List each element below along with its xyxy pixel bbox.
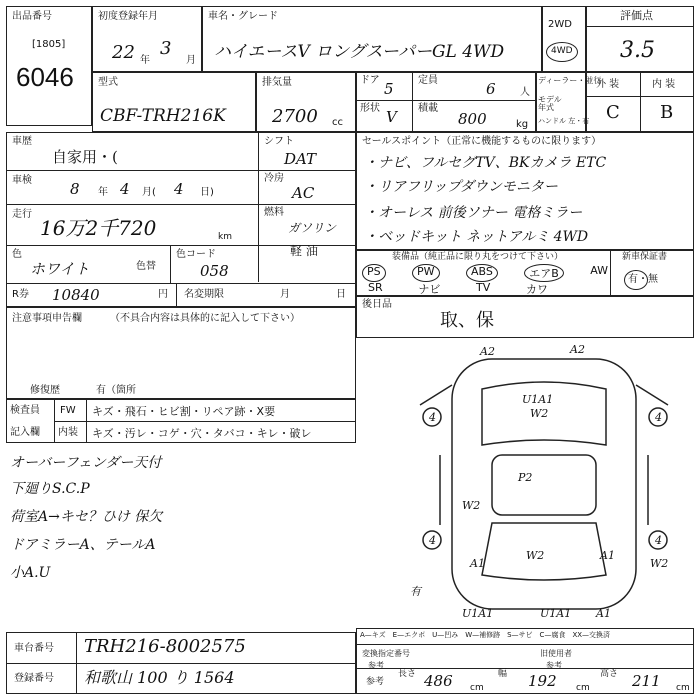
fuel-label: 燃料 (264, 207, 284, 218)
capacity-unit: 人 (520, 87, 530, 98)
name-change-day: 日 (336, 289, 346, 300)
note-line-3: 荷室A→キセ？ひけ 保欠 (10, 509, 163, 525)
width-value: 192 (528, 672, 557, 690)
interior-label: 内 装 (652, 79, 676, 90)
car-diagram (400, 345, 690, 625)
width-cm: cm (576, 683, 590, 693)
equip-aw: AW (590, 264, 608, 277)
name-change-month: 月 (280, 289, 290, 300)
height-label: 高さ (600, 669, 619, 679)
mark-p2: P2 (518, 471, 533, 484)
model-year-label: モデル 年式 (538, 95, 562, 112)
note-line-1: オーバーフェンダー天付 (10, 455, 162, 471)
left-mirror (420, 385, 452, 405)
name-change-label: 名変期限 (184, 289, 224, 300)
height-value: 211 (632, 672, 661, 690)
length-label: 長さ (398, 669, 417, 679)
type-value: CBF-TRH216K (100, 106, 226, 126)
hd2 (6, 204, 356, 205)
mileage-unit: km (218, 232, 232, 242)
history-vdivider (258, 132, 259, 282)
mark-u1a1: U1A1 (522, 393, 554, 406)
equip-abs: ABS (466, 264, 498, 282)
doors-vdivider (412, 72, 413, 132)
inspection-unit-year: 年 (98, 187, 108, 198)
inspection-label: 車検 (12, 175, 32, 186)
mark-w2-rear2: A1 (470, 557, 485, 570)
color-code-value: 058 (200, 262, 229, 280)
mark-yu: 有 (410, 585, 421, 598)
footer-hdiv (6, 663, 356, 664)
mark-u1a1-rear1: U1A1 (462, 607, 494, 620)
inspection-year: 8 (70, 180, 80, 198)
type-label: 型式 (98, 77, 118, 88)
score-label: 評価点 (620, 9, 653, 22)
after-value: 取、保 (440, 310, 494, 331)
cooling-label: 冷房 (264, 173, 284, 184)
equip-leather: カワ (526, 283, 548, 296)
mark-a1-rr: W2 (650, 557, 669, 570)
color-value: ホワイト (30, 260, 90, 278)
drive-label: 2WD (548, 19, 572, 30)
inspector-label: 検査員 (10, 405, 40, 416)
mark-a2-front-right: A2 (570, 345, 585, 356)
color-vdivider (170, 245, 171, 283)
mark-4-fl: 4 (429, 411, 436, 424)
lot-label: 出品番号 (12, 11, 52, 22)
inspection-unit-month: 月( (142, 187, 156, 198)
displacement-unit: cc (332, 117, 343, 128)
legend-2b: 参考 (368, 661, 384, 670)
month-unit: 月 (186, 55, 196, 66)
hd4 (6, 283, 356, 284)
color-change-label: 色替 (136, 261, 156, 272)
lot-sub: [1805] (32, 39, 66, 50)
model-label: 車名・グレード (208, 11, 278, 22)
mark-w2-left: W2 (462, 499, 481, 512)
displacement-value: 2700 (272, 106, 318, 127)
width-label: 幅 (498, 669, 508, 679)
cooling-value: AC (292, 184, 315, 202)
equip-airbag: エアB (524, 264, 564, 282)
after-label: 後日品 (362, 299, 392, 310)
interior-notes-label: 内装 (58, 427, 78, 438)
exterior-value: C (606, 102, 620, 123)
fuel-alt: 軽 油 (290, 244, 318, 258)
legend-1: A—キズ E—エクボ U—凹み W—補修跡 S—サビ C—腐食 XX—交換済 (360, 631, 611, 639)
note-line-4: ドアミラーA、テールA (10, 537, 156, 553)
mark-4-rr: 4 (655, 534, 662, 547)
inspection-unit-day: 日) (200, 187, 214, 198)
mark-a1-rear: A1 (596, 607, 611, 620)
equip-row1 (362, 264, 608, 282)
mark-w2-rear: W2 (526, 549, 545, 562)
notes-hint: （不具合内容は具体的に記入して下さい） (110, 313, 300, 324)
after-box (356, 296, 694, 338)
inspection-month: 4 (120, 180, 130, 198)
equip-ps: PS (362, 264, 386, 282)
model-value: ハイエースV ロングスーパーGL 4WD (214, 42, 505, 62)
repair-label: 修復歴 (30, 385, 60, 396)
legend-2a: 変換指定番号 (362, 649, 410, 658)
chassis-value: TRH216-8002575 (84, 636, 246, 657)
mark-a1-right: A1 (600, 549, 615, 562)
insp-hdiv (54, 421, 356, 422)
warranty-label: 新車保証書 (622, 252, 668, 262)
roof (492, 455, 596, 515)
selling-point-1: ・ナビ、フルセグTV、BKカメラ ETC (364, 155, 607, 171)
dims-prefix: 参考 (366, 677, 385, 687)
legend-2c: 旧使用者 (540, 649, 572, 658)
doors-value: 5 (384, 80, 394, 98)
doors-label: ドア (360, 75, 380, 86)
load-value: 800 (458, 110, 487, 128)
ext-int-divider (640, 72, 641, 132)
drive-value: 4WD (551, 46, 573, 56)
equip-tv: TV (476, 281, 491, 294)
doors-divider (356, 100, 536, 101)
footer-vdiv (76, 632, 77, 694)
color-label: 色 (12, 249, 22, 260)
equip-vdivider (610, 250, 611, 296)
rc-vdivider (176, 283, 177, 307)
capacity-label: 定員 (418, 75, 438, 86)
shift-value: DAT (284, 150, 317, 168)
selling-point-4: ・ベッドキット ネットアルミ 4WD (364, 229, 589, 245)
repair-value: 有（箇所 (96, 385, 136, 396)
hd1 (6, 170, 356, 171)
reg-month-value: 3 (160, 38, 172, 59)
warranty-value: 有・無 (628, 274, 658, 285)
recycle-label: R券 (12, 289, 29, 300)
capacity-value: 6 (486, 80, 496, 98)
doors-box (356, 72, 536, 132)
score-value: 3.5 (620, 38, 655, 63)
fuel-value: ガソリン (288, 221, 337, 235)
equip-row2 (368, 281, 548, 297)
reg-label: 登録番号 (14, 673, 54, 684)
chassis-label: 車台番号 (14, 643, 54, 654)
equipment-title: 装備品（純正品に限り丸をつけて下さい） (392, 252, 564, 262)
load-label: 積載 (418, 103, 438, 114)
interior-items: キズ・汚レ・コゲ・穴・タバコ・キレ・破レ (92, 427, 312, 440)
equip-sr: SR (368, 281, 383, 294)
length-value: 486 (424, 672, 453, 690)
note-line-2: 下廻りS.C.P (10, 481, 90, 497)
recycle-unit: 円 (158, 289, 168, 300)
exterior-label: 外 装 (596, 79, 620, 90)
equip-pw: PW (412, 264, 440, 282)
mark-u1a1-rear2: U1A1 (540, 607, 572, 620)
legend-div (356, 644, 694, 645)
selling-point-3: ・オーレス 前後ソナー 電格ミラー (364, 205, 583, 221)
mark-w2-windshield: W2 (530, 407, 549, 420)
reg-year-value: 22 (112, 42, 135, 63)
shape-value: V (386, 108, 397, 126)
right-mirror (636, 385, 668, 405)
load-unit: kg (516, 119, 529, 130)
notes-label: 注意事項申告欄 (12, 313, 82, 324)
fw-label: FW (60, 405, 76, 416)
reg-value: 和歌山 100 り 1564 (84, 668, 235, 687)
displacement-label: 排気量 (262, 77, 292, 88)
score-divider (586, 26, 694, 27)
fw-items: キズ・飛石・ヒビ割・リペア跡・X要 (92, 405, 276, 418)
legend-2d: 参考 (546, 661, 562, 670)
mileage-value: 16万2千720 (40, 216, 157, 240)
color-code-label: 色コード (176, 249, 216, 260)
lot-number: 6046 (16, 62, 74, 92)
selling-point-2: ・リアフリップダウンモニター (364, 179, 558, 195)
warranty-circle (624, 270, 648, 290)
mark-4-rl: 4 (429, 534, 436, 547)
reg-year-label: 初度登録年月 (98, 11, 158, 22)
record-label: 記入欄 (10, 427, 40, 438)
length-cm: cm (470, 683, 484, 693)
handle-label: ハンドル 左・右 (538, 117, 590, 125)
recycle-value: 10840 (52, 286, 100, 304)
dealer-label: ディーラー・並行 (538, 76, 602, 85)
shape-label: 形状 (360, 103, 380, 114)
mark-4-fr: 4 (655, 411, 662, 424)
interior-value: B (660, 102, 674, 123)
year-unit: 年 (140, 55, 150, 66)
note-line-5: 小A.U (10, 565, 51, 581)
mileage-label: 走行 (12, 209, 32, 220)
height-cm: cm (676, 683, 690, 693)
selling-points-title: セールスポイント（正常に機能するものに限ります） (362, 136, 602, 147)
history-value: 自家用・( (52, 148, 118, 166)
mark-a2-front-left: A2 (480, 345, 495, 358)
shift-label: シフト (264, 136, 294, 147)
history-label: 車歴 (12, 136, 32, 147)
ext-int-hdivider (586, 96, 694, 97)
drive-box (542, 6, 586, 72)
inspection-day: 4 (174, 180, 184, 198)
equip-navi: ナビ (418, 283, 441, 296)
